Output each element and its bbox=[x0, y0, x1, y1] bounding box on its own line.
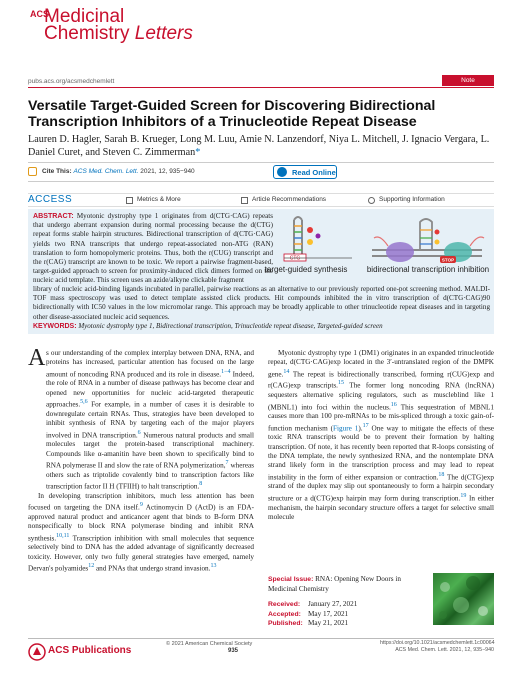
supporting-info-icon bbox=[368, 197, 375, 204]
ref-link[interactable]: 13 bbox=[210, 562, 217, 569]
drop-cap: A bbox=[28, 345, 46, 371]
ref-link[interactable]: 10,11 bbox=[56, 532, 70, 539]
citation-line: ACS Med. Chem. Lett. 2021, 12, 935−940 bbox=[395, 646, 494, 653]
acs-publications-logo[interactable]: ACS Publications bbox=[48, 645, 132, 656]
body-paragraph: In developing transcription inhibitors, much less attention has been focused on targeting the DNA itself.$^9$ Actinomycin D (ActD) is an FDA-approved natural product and anticancer agent that binds to B-form DNA nonspecifically to block RNA polymerase binding and inhibit RNA synthesis.$^{10,11}$ Transcription inhibition with small molecules that sequence selectively bind to DNA has the added advantage of significantly decreased toxicity. However, only two fully general strategies have emerged, namely Dervan's polyamides$^{12}$ and PNAs that undergo strand invasion.$^{13}$ bbox=[28, 491, 254, 573]
ref-link[interactable]: 15 bbox=[337, 380, 344, 387]
corresponding-author-mark[interactable]: * bbox=[195, 146, 201, 158]
doi-link[interactable]: https://doi.org/10.1021/acsmedchemlett.1c00064 bbox=[380, 640, 495, 646]
copyright: © 2021 American Chemical Society bbox=[166, 641, 253, 647]
globe-icon bbox=[277, 167, 287, 177]
published-date: Published: May 21, 2021 bbox=[268, 619, 349, 627]
rna-polymerase-left bbox=[386, 242, 414, 262]
header-divider bbox=[28, 87, 494, 88]
access-label: ACCESS bbox=[28, 194, 73, 205]
page-number: 935 bbox=[228, 648, 239, 654]
accepted-date: Accepted: May 17, 2021 bbox=[268, 609, 349, 618]
toc-label-right: bidirectional transcription inhibition bbox=[366, 265, 490, 274]
abstract-text: ABSTRACT: Myotonic dystrophy type 1 originates from d(CTG·CAG) repeats that undergo aberrant expansion during normal processing because the d(CTG) repeat forms stable hairpin structures. Bidirectional transcription of d(CTG·CAG) yields two RNA transcripts that undergo repeat-associated non-ATG (RAN) translation to form homopolymeric proteins. Thus, both the r(CUG) transcript and the r(CAG) transcript are known to be toxic. We report a pairwise fragment-based, target-guided approach to screen for proximity-induced click dimers formed on the nucleic acid template. This screen uses an azide/alkyne clickable fragment bbox=[33, 212, 273, 285]
metrics-link[interactable]: Metrics & More bbox=[137, 196, 181, 203]
article-recommendations-link[interactable]: Article Recommendations bbox=[252, 196, 327, 203]
author-names: Lauren D. Hagler, Sarah B. Krueger, Long M. Luu, Amie N. Lanzendorf, Niya L. Mitchell, J. Ignacio Vergara, L. Daniel Curet, and Steven C. Zimmerman bbox=[28, 134, 490, 158]
ref-link[interactable]: 14 bbox=[283, 368, 290, 375]
body-column-left: s our understanding of the complex interplay between DNA, RNA, and proteins has increased, particular attention has focused on the large amount of noncoding RNA produced and its role in disease.$^{1-4}$ Indeed, the role of RNA in a number of disease pathways has become clear and opened new opportunities for nucleic acid-targeted therapeutic approaches.$^{5,6}$ For example, in a number of cases it is desirable to downregulate certain RNAs. Thus, strategies have been developed to inhibit synthesis of RNA by targeting each of the major players involved in DNA transcription.$^6$ Numerous natural products and small molecules target the protein-based transcriptional machinery. Compounds like α-amanitin have been shown to specifically bind to RNA polymerase II and slow the rate of RNA polymerization,$^7$ whereas others such as triptolide covalently bind to transcription factors like transcription factor II H (TFIIH) to halt transcription.$^8$ In developing transcription inhibitors, much less attention has been focused on targeting the DNA itself.$^9$ Actinomycin D (ActD) is an FDA-approved natural product and anticancer agent that binds to B-form DNA nonspecifically to block RNA polymerase binding and inhibit RNA synthesis.$^{10,11}$ Transcription inhibition with small molecules that sequence selectively bind to DNA has the added advantage of significantly decreased toxicity. However, only two fully general strategies have emerged, namely Dervan's polyamides$^{12}$ and PNAs that undergo strand invasion.$^{13}$ bbox=[28, 349, 254, 573]
publication-dates bbox=[268, 600, 357, 629]
cover-image-pattern bbox=[433, 573, 494, 625]
ref-link[interactable]: 19 bbox=[460, 492, 467, 499]
ref-link[interactable]: 18 bbox=[438, 471, 445, 478]
journal-logo-acs: ACS bbox=[30, 9, 50, 19]
supporting-information-link[interactable]: Supporting Information bbox=[379, 196, 445, 203]
author-list bbox=[28, 134, 498, 159]
ref-link[interactable]: 6 bbox=[137, 429, 141, 436]
transcription-diagram bbox=[372, 219, 484, 263]
read-online-label[interactable]: Read Online bbox=[292, 168, 336, 177]
footer-divider bbox=[28, 638, 494, 639]
ref-link[interactable]: 17 bbox=[362, 422, 369, 429]
abstract-continuation: library of nucleic acid-binding ligands incubated in parallel, pairwise reactions as an alternative to our previously reported one-pot screening method. MALDI-TOF mass spectroscopy was used to detect template assisted click products. Hit compounds inhibited the in vitro transcription of d(CTG·CAG)90 bidirectionally with IC50 values in the low micromolar range. This approach may be broadly applicable to other trinucleotide repeat diseases and in targeting other disease-associated nucleic acid sequences. bbox=[33, 285, 490, 321]
stop-label: STOP bbox=[441, 257, 455, 263]
special-issue: Special Issue: RNA: Opening New Doors in Medicinal Chemistry bbox=[268, 575, 401, 593]
cite-icon[interactable] bbox=[28, 167, 37, 176]
ref-link[interactable]: 9 bbox=[139, 502, 143, 509]
ref-link[interactable]: 12 bbox=[88, 562, 95, 569]
body-column-right: Myotonic dystrophy type 1 (DM1) originates in an expanded trinucleotide repeat, d(CTG·CAG)exp located in the 3′-untranslated region of the DMPK gene.$^{14}$ The repeat is bidirectionally transcribed, forming r(CUG)exp and r(CAG)exp transcripts.$^{15}$ The former long noncoding RNA (lncRNA) sequesters alternative splicing regulators, such as muscleblind like 1 (MBNL1) into foci within the nucleus.$^{16}$ This sequestration of MBNL1 causes more than 100 pre-mRNAs to be mis-spliced through a toxic gain-of-function mechanism (Figure 1).$^{17}$ One way to mitigate the effects of these toxic RNA transcripts would be to prevent their formation by halting transcription. Of note, it has recently been reported that R-loops consisting of the DNA template, the newly synthesized RNA, and the nontemplate DNA strand likely form in the transcription process and may lead to repeat instability in the form of either expansion or contraction.$^{18}$ The d(CTG)exp strand of the duplex may slip out spontaneously to form a hairpin secondary structure or a d(CTG)exp hairpin may form during transcription.$^{19}$ In either mechanism, the hairpin secondary structure offers a target for selective small molecule bbox=[268, 349, 495, 521]
article-title: Versatile Target-Guided Screen for Discovering Bidirectional Transcription Inhibitors of a Trinucleotide Repeat Disease bbox=[28, 98, 436, 130]
toc-label-left: target-guided synthesis bbox=[264, 265, 348, 274]
journal-logo-line1: Medicinal bbox=[44, 6, 125, 27]
journal-logo[interactable] bbox=[30, 7, 250, 47]
cite-journal-ref[interactable]: ACS Med. Chem. Lett. bbox=[73, 168, 139, 175]
hairpin-dna-left bbox=[294, 217, 321, 256]
toc-graphic bbox=[264, 212, 490, 284]
ref-link[interactable]: 16 bbox=[390, 401, 397, 408]
ref-link[interactable]: 7 bbox=[225, 459, 229, 466]
doi-block bbox=[380, 640, 494, 653]
article-type-badge: Note bbox=[442, 75, 494, 86]
ref-link[interactable]: 5,6 bbox=[80, 399, 88, 406]
journal-url-link[interactable]: pubs.acs.org/acsmedchemlett bbox=[28, 78, 115, 85]
cite-text: Cite This: ACS Med. Chem. Lett. 2021, 12, 935−940 bbox=[42, 168, 195, 175]
received-date: Received: January 27, 2021 bbox=[268, 600, 358, 608]
figure-link[interactable]: Figure 1 bbox=[333, 423, 359, 432]
acs-publications-logo-icon bbox=[28, 643, 46, 661]
keywords: KEYWORDS: Myotonic dystrophy type 1, Bidirectional transcription, Trinucleotide repeat disease, Targeted-guided screen bbox=[33, 322, 383, 330]
ref-link[interactable]: 8 bbox=[199, 481, 203, 488]
ctg-label: CTG bbox=[289, 255, 301, 262]
journal-logo-line2: Chemistry Letters bbox=[44, 23, 193, 44]
ref-link[interactable]: 1−4 bbox=[221, 368, 231, 375]
metrics-icon bbox=[126, 197, 133, 204]
recommendations-icon bbox=[241, 197, 248, 204]
